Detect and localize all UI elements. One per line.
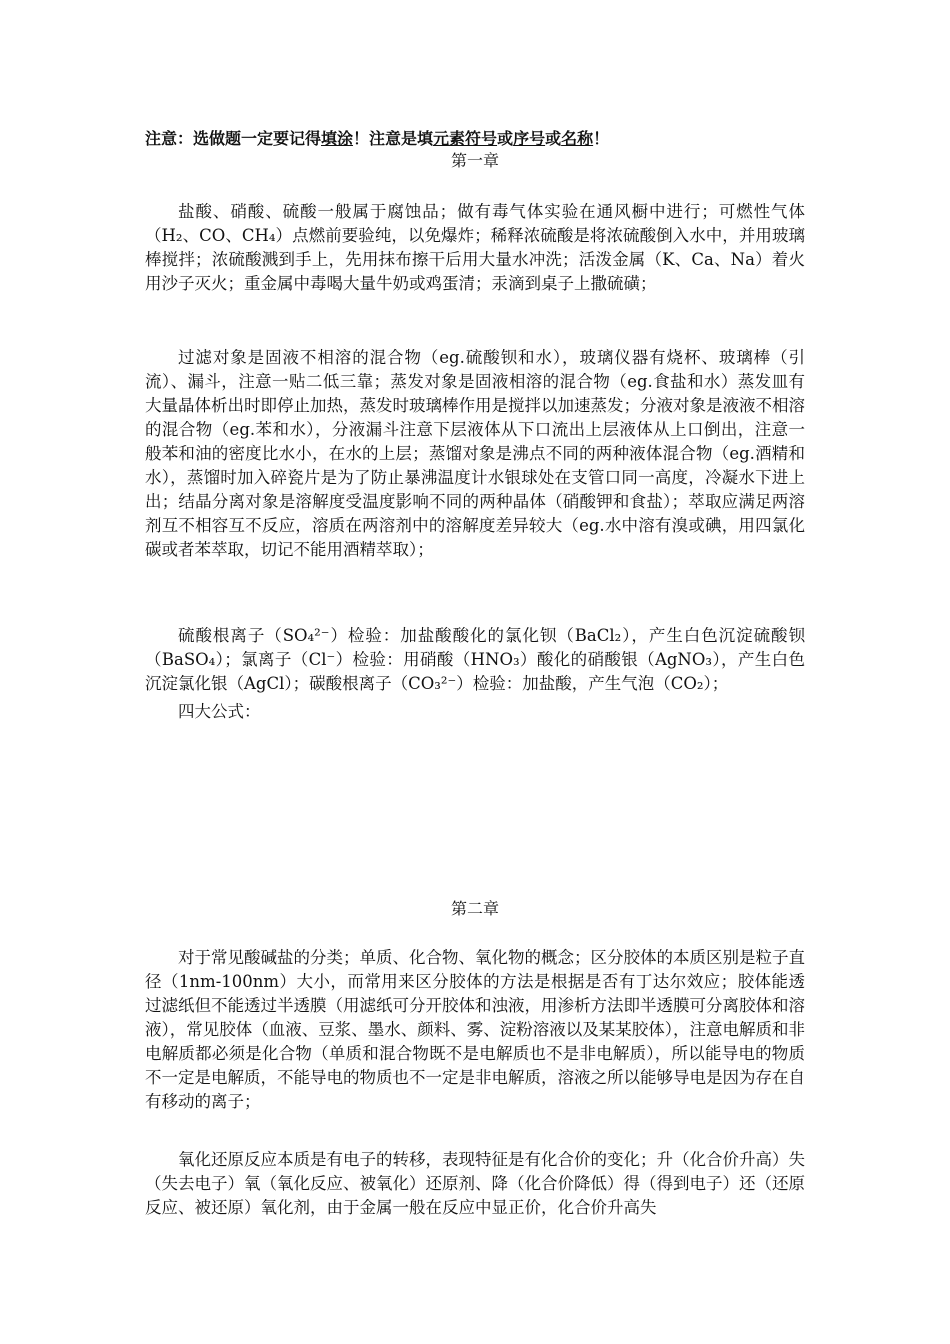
notice-emphasis: 元素符号	[433, 129, 498, 148]
notice-text: ！注意是填	[353, 129, 434, 148]
chapter-2-title: 第二章	[450, 899, 499, 918]
chapter-2-colloid-paragraph: 对于常见酸碱盐的分类；单质、化合物、氧化物的概念；区分胶体的本质区别是粒子直径（1nm-100nm）大小，而常用来区分胶体的方法是根据是否有丁达尔效应；胶体能透过滤纸但不能透过半透膜（用滤纸可分开胶体和浊液，用渗析方法即半透膜可分离胶体和溶液），常见胶体（血液、豆浆、墨水、颜料、雾、淀粉溶液以及某某胶体），注意电解质和非电解质都必须是化合物（单质和混合物既不是电解质也不是非电解质），所以能导电的物质不一定是电解质，不能导电的物质也不一定是非电解质，溶液之所以能够导电是因为存在自有移动的离子；	[145, 948, 805, 1111]
chapter-1-safety-paragraph: 盐酸、硝酸、硫酸一般属于腐蚀品；做有毒气体实验在通风橱中进行；可燃性气体（H₂、CO、CH₄）点燃前要验纯，以免爆炸；稀释浓硫酸是将浓硫酸倒入水中，并用玻璃棒搅拌；浓硫酸溅到手上，先用抹布擦干后用大量水冲洗；活泼金属（K、Ca、Na）着火用沙子灭火；重金属中毒喝大量牛奶或鸡蛋清；汞滴到桌子上撒硫磺；	[145, 202, 805, 293]
notice-emphasis: 填涂	[321, 129, 354, 148]
notice-text: 或	[497, 129, 514, 148]
chapter-1-separation-paragraph: 过滤对象是固液不相溶的混合物（eg.硫酸钡和水），玻璃仪器有烧杯、玻璃棒（引流）、漏斗，注意一贴二低三靠；蒸发对象是固液相溶的混合物（eg.食盐和水）蒸发皿有大量晶体析出时即停止加热，蒸发时玻璃棒作用是搅拌以加速蒸发；分液对象是液液不相溶的混合物（eg.苯和水），分液漏斗注意下层液体从下口流出上层液体从上口倒出，注意一般苯和油的密度比水小，在水的上层；蒸馏对象是沸点不同的两种液体混合物（eg.酒精和水），蒸馏时加入碎瓷片是为了防止暴沸温度计水银球处在支管口同一高度，冷凝水下进上出；结晶分离对象是溶解度受温度影响不同的两种晶体（硝酸钾和食盐）；萃取应满足两溶剂互不相容互不反应，溶质在两溶剂中的溶解度差异较大（eg.水中溶有溴或碘，用四氯化碳或者苯萃取，切记不能用酒精萃取）；	[145, 348, 805, 559]
notice-text: ！	[593, 129, 610, 148]
notice-emphasis: 名称	[561, 129, 594, 148]
notice-text: 或	[545, 129, 562, 148]
exam-notice	[145, 128, 825, 150]
chapter-1-formulas-label: 四大公式：	[178, 702, 261, 721]
chapter-1-title: 第一章	[450, 151, 499, 170]
notice-text: 注意：选做题一定要记得	[145, 129, 322, 148]
notice-emphasis: 序号	[513, 129, 546, 148]
chapter-1-ion-test-paragraph: 硫酸根离子（SO₄²⁻）检验：加盐酸酸化的氯化钡（BaCl₂），产生白色沉淀硫酸钡（BaSO₄）；氯离子（Cl⁻）检验：用硝酸（HNO₃）酸化的硝酸银（AgNO₃），产生白色沉淀氯化银（AgCl）；碳酸根离子（CO₃²⁻）检验：加盐酸，产生气泡（CO₂）；	[145, 626, 805, 693]
chapter-2-redox-paragraph: 氧化还原反应本质是有电子的转移，表现特征是有化合价的变化；升（化合价升高）失（失去电子）氧（氧化反应、被氧化）还原剂、降（化合价降低）得（得到电子）还（还原反应、被还原）氧化剂，由于金属一般在反应中显正价，化合价升高失	[145, 1150, 805, 1217]
